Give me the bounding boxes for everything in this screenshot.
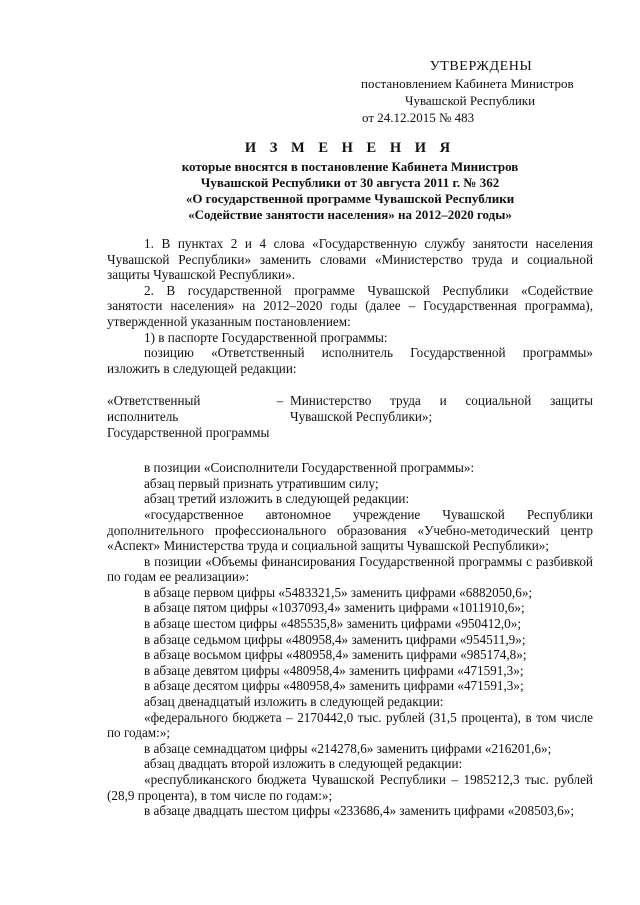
- paragraph-12: в абзаце шестом цифры «485535,8» заменить цифрами «950412,0»;: [144, 616, 522, 632]
- paragraph-2: 2. В государственной программе Чувашской Республики «Содействие занятости населения» на 2012–2020 годы (далее – Государственная программа), утвержденной указанным постановлением:: [107, 282, 593, 329]
- approval-title: УТВЕРЖДЕНЫ: [429, 59, 533, 74]
- heading-line-3: «О государственной программе Чувашской Республики: [185, 191, 515, 206]
- paragraph-16: в абзаце десятом цифры «480958,4» заменить цифрами «471591,3»;: [144, 678, 524, 694]
- paragraph-20: абзац двадцать второй изложить в следующей редакции:: [144, 756, 463, 772]
- paragraph-6: абзац первый признать утратившим силу;: [144, 475, 379, 491]
- paragraph-1: 1. В пунктах 2 и 4 слова «Государственную службу занятости населения Чувашской Республики» заменить словами «Министерство труда и социальной защиты Чувашской Республики».: [107, 236, 593, 283]
- approval-line-3: от 24.12.2015 № 483: [362, 110, 475, 125]
- approval-line-1: постановлением Кабинета Министров: [361, 76, 574, 91]
- paragraph-14: в абзаце восьмом цифры «480958,4» заменить цифрами «985174,8»;: [144, 647, 527, 663]
- heading-line-2: Чувашской Республики от 30 августа 2011 г. № 362: [200, 175, 500, 190]
- paragraph-10: в абзаце первом цифры «5483321,5» заменить цифрами «6882050,6»;: [144, 584, 533, 600]
- approval-stamp: [361, 58, 601, 126]
- paragraph-17: абзац двенадцатый изложить в следующей редакции:: [144, 694, 444, 710]
- paragraph-15: в абзаце девятом цифры «480958,4» заменить цифрами «471591,3»;: [144, 662, 524, 678]
- responsible-executor-table: [107, 393, 593, 440]
- paragraph-5: в позиции «Соисполнители Государственной программы»:: [144, 460, 475, 476]
- paragraph-11: в абзаце пятом цифры «1037093,4» заменить цифрами «1011910,6»;: [144, 600, 525, 616]
- approval-line-2: Чувашской Республики: [405, 93, 536, 108]
- paragraph-7: абзац третий изложить в следующей редакции:: [144, 491, 410, 507]
- paragraph-21: «республиканского бюджета Чувашской Республики – 1985212,3 тыс. рублей (28,9 процента), в том числе по годам:»;: [107, 772, 593, 803]
- heading-line-4: «Содействие занятости населения» на 2012–2020 годы»: [188, 207, 512, 222]
- paragraph-4: позицию «Ответственный исполнитель Государственной программы» изложить в следующей редакции:: [107, 345, 593, 376]
- paragraph-13: в абзаце седьмом цифры «480958,4» заменить цифрами «954511,9»;: [144, 631, 526, 647]
- document-body: [107, 236, 593, 819]
- document-heading: [107, 140, 593, 223]
- paragraph-3: 1) в паспорте Государственной программы:: [144, 329, 388, 345]
- heading-title: И З М Е Н Е Н И Я: [244, 140, 456, 156]
- table-right-cell: Министерство труда и социальной защиты Чувашской Республики»;: [290, 393, 593, 424]
- heading-line-1: которые вносятся в постановление Кабинета Министров: [181, 159, 519, 174]
- table-left-cell: «Ответственный исполнитель Государственной программы: [107, 393, 270, 440]
- table-dash: –: [276, 393, 284, 409]
- paragraph-9: в позиции «Объемы финансирования Государственной программы с разбивкой по годам ее реализации»:: [107, 553, 593, 585]
- paragraph-19: в абзаце семнадцатом цифры «214278,6» заменить цифрами «216201,6»;: [144, 740, 552, 756]
- paragraph-22: в абзаце двадцать шестом цифры «233686,4» заменить цифрами «208503,6»;: [144, 803, 574, 819]
- paragraph-8: «государственное автономное учреждение Чувашской Республики дополнительного профессионального образования «Учебно-методический центр «Аспект» Министерства труда и социальной защиты Чувашской Республики»;: [107, 506, 593, 554]
- paragraph-18: «федерального бюджета – 2170442,0 тыс. рублей (31,5 процента), в том числе по годам:»;: [107, 709, 593, 741]
